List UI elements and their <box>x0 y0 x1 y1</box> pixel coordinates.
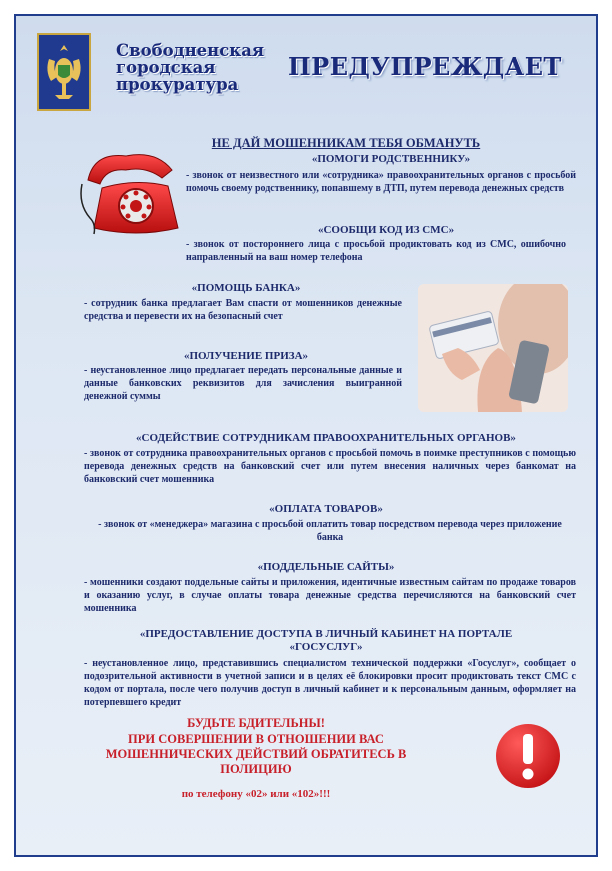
red-telephone-icon <box>76 144 196 240</box>
section-title: «СООБЩИ КОД ИЗ СМС» <box>317 224 455 236</box>
section-title: «ПОЛУЧЕНИЕ ПРИЗА» <box>183 350 309 362</box>
section-title: «ПРЕДОСТАВЛЕНИЕ ДОСТУПА В ЛИЧНЫЙ КАБИНЕТ НА ПОРТАЛЕ «ГОСУСЛУГ» <box>139 628 513 653</box>
section-title: «ПОМОГИ РОДСТВЕННИКУ» <box>311 153 471 165</box>
section-text: - звонок от сотрудника правоохранительных органов с просьбой помочь в поимке преступников с помощью перевода денежных средств на банковский счет или путем внесения наличных через банкомат на банковский счет мошенника <box>84 448 576 485</box>
poster <box>14 14 598 857</box>
section-text: - звонок от «менеджера» магазина с просьбой оплатить товар посредством перевода через приложение банка <box>98 519 562 543</box>
warning-line-1: БУДЬТЕ БДИТЕЛЬНЫ! <box>187 716 325 730</box>
warning-line-2: ПРИ СОВЕРШЕНИИ В ОТНОШЕНИИ ВАС МОШЕННИЧЕСКИХ ДЕЙСТВИЙ ОБРАТИТЕСЬ В ПОЛИЦИЮ <box>105 732 407 776</box>
section-text: - мошенники создают поддельные сайты и приложения, идентичные известным сайтам по продаже товаров и оказанию услуг, в случае оплаты товара денежные средства перечисляются на банковский счет мошенника <box>84 577 576 614</box>
section-title: «ПОДДЕЛЬНЫЕ САЙТЫ» <box>257 561 395 573</box>
prosecutor-emblem-icon <box>37 33 91 111</box>
warning-phone: по телефону «02» или «102»!!! <box>181 788 331 800</box>
org-name: Свободненская городская прокуратура <box>116 41 265 94</box>
section-text: - неустановленное лицо, представившись специалистом технической поддержки «Госуслуг», сообщает о подозрительной активности в учетной записи и в целях её блокировки просит продиктовать текст СМС с кодом от портала, после чего получив доступ в личный кабинет и к персональным данным, оформляет на потерпевшего кредит <box>84 658 576 708</box>
section-title: «ПОМОЩЬ БАНКА» <box>191 282 301 294</box>
exclamation-alert-icon <box>494 722 562 790</box>
main-title: НЕ ДАЙ МОШЕННИКАМ ТЕБЯ ОБМАНУТЬ <box>211 136 481 150</box>
headline: ПРЕДУПРЕЖДАЕТ <box>288 52 562 81</box>
section-text: - звонок от постороннего лица с просьбой продиктовать код из СМС, ошибочно направленный на ваш номер телефона <box>186 239 566 263</box>
bank-card-phone-photo-icon <box>418 284 568 412</box>
section-text: - неустановленное лицо предлагает передать персональные данные и данные банковских реквизитов для зачисления выигранной денежной суммы <box>84 365 402 402</box>
section-text: - звонок от неизвестного или «сотрудника» правоохранительных органов с просьбой помочь своему родственнику, попавшему в ДТП, путем перевода денежных средств <box>186 170 576 194</box>
section-title: «ОПЛАТА ТОВАРОВ» <box>269 503 383 515</box>
section-text: - сотрудник банка предлагает Вам спасти от мошенников денежные средства и перевести их на безопасный счет <box>84 298 402 322</box>
section-title: «СОДЕЙСТВИЕ СОТРУДНИКАМ ПРАВООХРАНИТЕЛЬНЫХ ОРГАНОВ» <box>136 432 516 444</box>
